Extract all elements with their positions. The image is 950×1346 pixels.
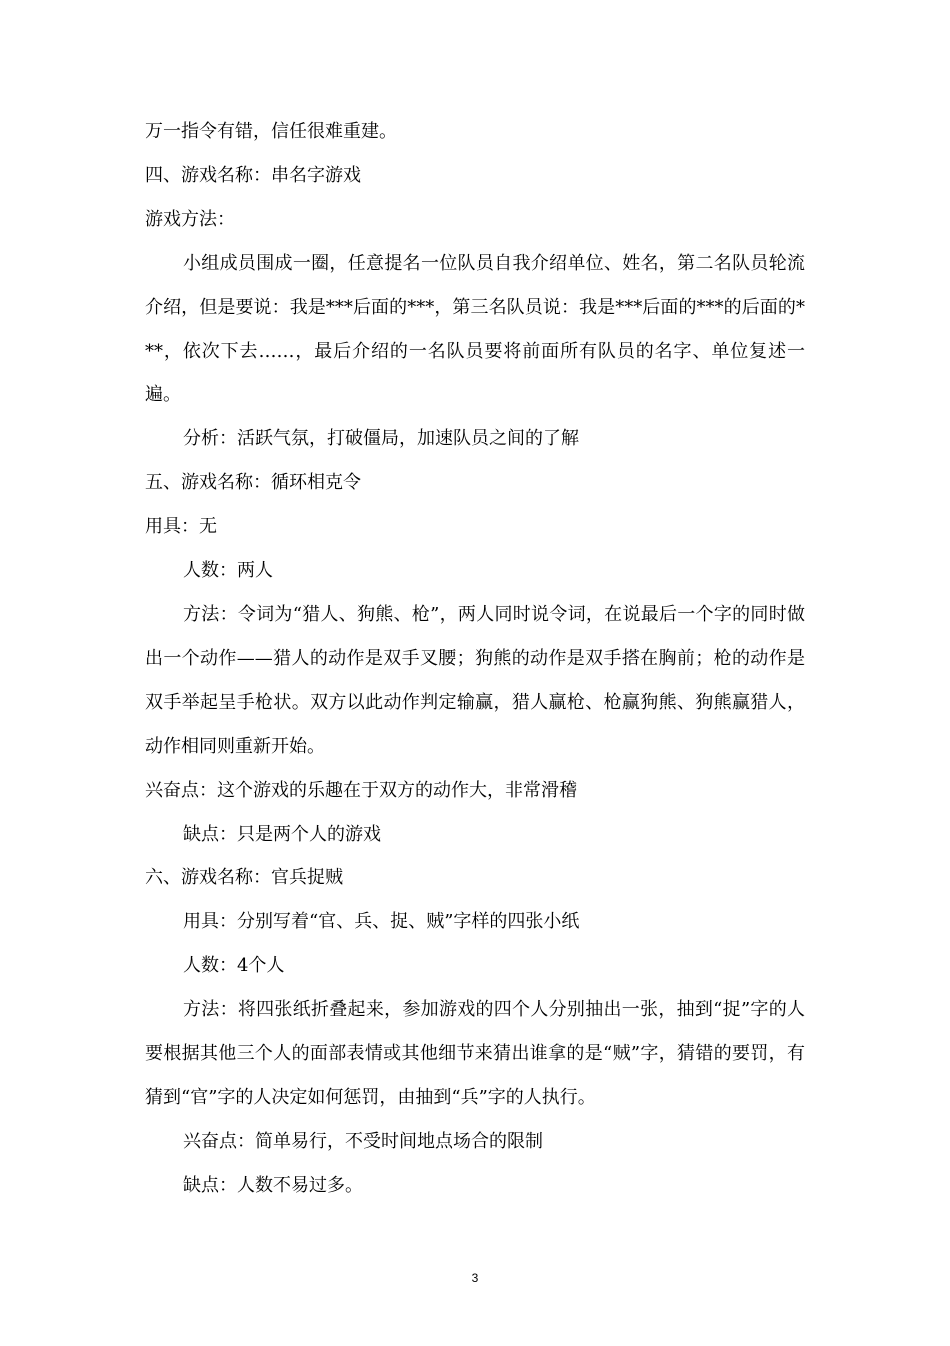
paragraph-trust-note: 万一指令有错，信任很难重建。 — [145, 121, 397, 142]
paragraph-game-5-highlight: 兴奋点：这个游戏的乐趣在于双方的动作大，非常滑稽 — [145, 779, 577, 801]
page-number: 3 — [471, 1271, 479, 1285]
paragraph-game-6-method: 方法：将四张纸折叠起来，参加游戏的四个人分别抽出一张，抽到“捉”字的人要根据其他三个人的面部表情或其他细节来猜出谁拿的是“贼”字，猜错的要罚，有猜到“官”字的人决定如何惩罚，由抽到“兵”字的人执行。 — [145, 999, 805, 1108]
heading-game-5: 五、游戏名称：循环相克令 — [145, 472, 361, 494]
heading-game-4: 四、游戏名称：串名字游戏 — [145, 164, 361, 186]
paragraph-game-6-highlight: 兴奋点：简单易行，不受时间地点场合的限制 — [183, 1130, 543, 1152]
paragraph-game-6-drawback: 缺点：人数不易过多。 — [183, 1174, 363, 1196]
paragraph-game-5-tools: 用具：无 — [145, 516, 217, 538]
paragraph-game-5-players: 人数：两人 — [183, 560, 273, 582]
label-game-method: 游戏方法： — [145, 208, 235, 230]
paragraph-game-5-method: 方法：令词为“猎人、狗熊、枪”，两人同时说令词，在说最后一个字的同时做出一个动作——猎人的动作是双手叉腰；狗熊的动作是双手搭在胸前；枪的动作是双手举起呈手枪状。双方以此动作判定输赢，猎人赢枪、枪赢狗熊、狗熊赢猎人，动作相同则重新开始。 — [145, 603, 805, 757]
document-body — [145, 110, 805, 1208]
paragraph-game-4-method: 小组成员围成一圈，任意提名一位队员自我介绍单位、姓名，第二名队员轮流介绍，但是要说：我是***后面的***，第三名队员说：我是***后面的***的后面的***，依次下去……，最后介绍的一名队员要将前面所有队员的名字、单位复述一遍。 — [145, 252, 805, 406]
heading-game-6: 六、游戏名称：官兵捉贼 — [145, 867, 343, 889]
paragraph-game-4-analysis: 分析：活跃气氛，打破僵局，加速队员之间的了解 — [183, 428, 579, 450]
paragraph-game-6-tools: 用具：分别写着“官、兵、捉、贼”字样的四张小纸 — [183, 911, 580, 933]
paragraph-game-5-drawback: 缺点：只是两个人的游戏 — [183, 823, 381, 845]
paragraph-game-6-players: 人数：4个人 — [183, 955, 285, 977]
